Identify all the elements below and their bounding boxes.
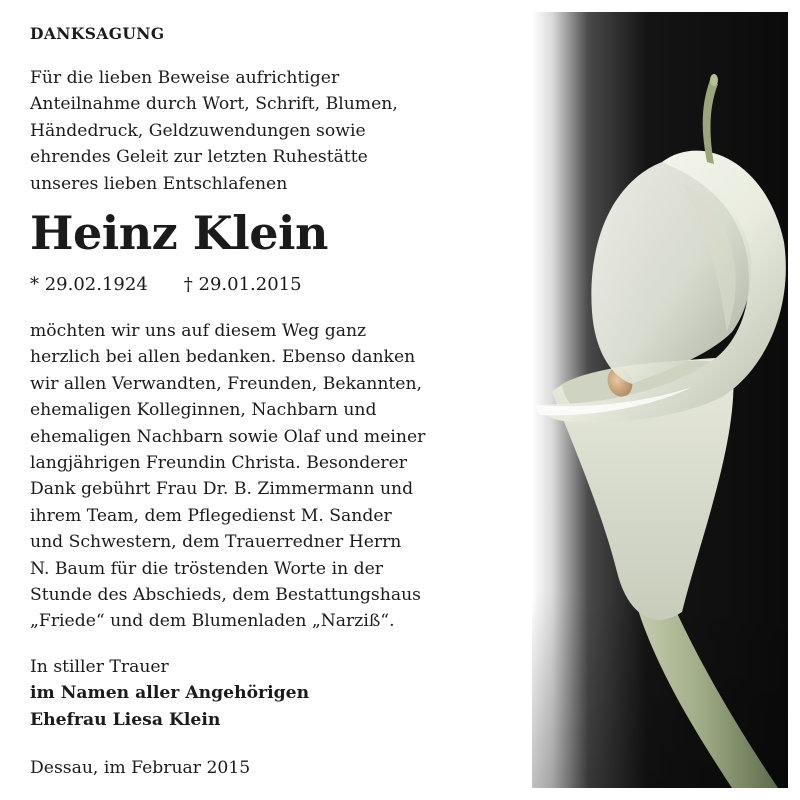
deceased-name: Heinz Klein [30,206,328,260]
closing-line-relatives: im Namen aller Angehörigen [30,683,310,704]
intro-paragraph: Für die lieben Beweise aufrichtiger Anteilnahme durch Wort, Schrift, Blumen, Händedruck, Geldzuwendungen sowie ehrendes Geleit zur letzten Ruhestätte unseres lieben Entschlafenen [30,68,398,194]
notice-heading: DANKSAGUNG [30,24,165,43]
closing-line-signature: Ehefrau Liesa Klein [30,709,221,730]
closing-line-mourning: In stiller Trauer [30,657,169,677]
closing-block [30,654,309,733]
death-date: † 29.01.2015 [183,274,302,295]
notice-frame [12,12,788,788]
birth-date: * 29.02.1924 [30,274,148,295]
place-and-date: Dessau, im Februar 2015 [30,758,251,778]
life-dates [30,274,302,295]
thanks-paragraph: möchten wir uns auf diesem Weg ganz herzlich bei allen bedanken. Ebenso danken wir allen Verwandten, Freunden, Bekannten, ehemaligen Kolleginnen, Nachbarn und ehemaligen Nachbarn sowie Olaf und meiner langjährigen Freundin Christa. Besonderer Dank gebührt Frau Dr. B. Zimmermann und ihrem Team, dem Pflegedienst M. Sander und Schwestern, dem Trauerredner Herrn N. Baum für die tröstenden Worte in der Stunde des Abschieds, dem Bestattungshaus „Friede“ und dem Blumenladen „Narziß“. [30,321,426,632]
calla-lily-icon [532,12,788,788]
calla-lily-photo [532,12,788,788]
